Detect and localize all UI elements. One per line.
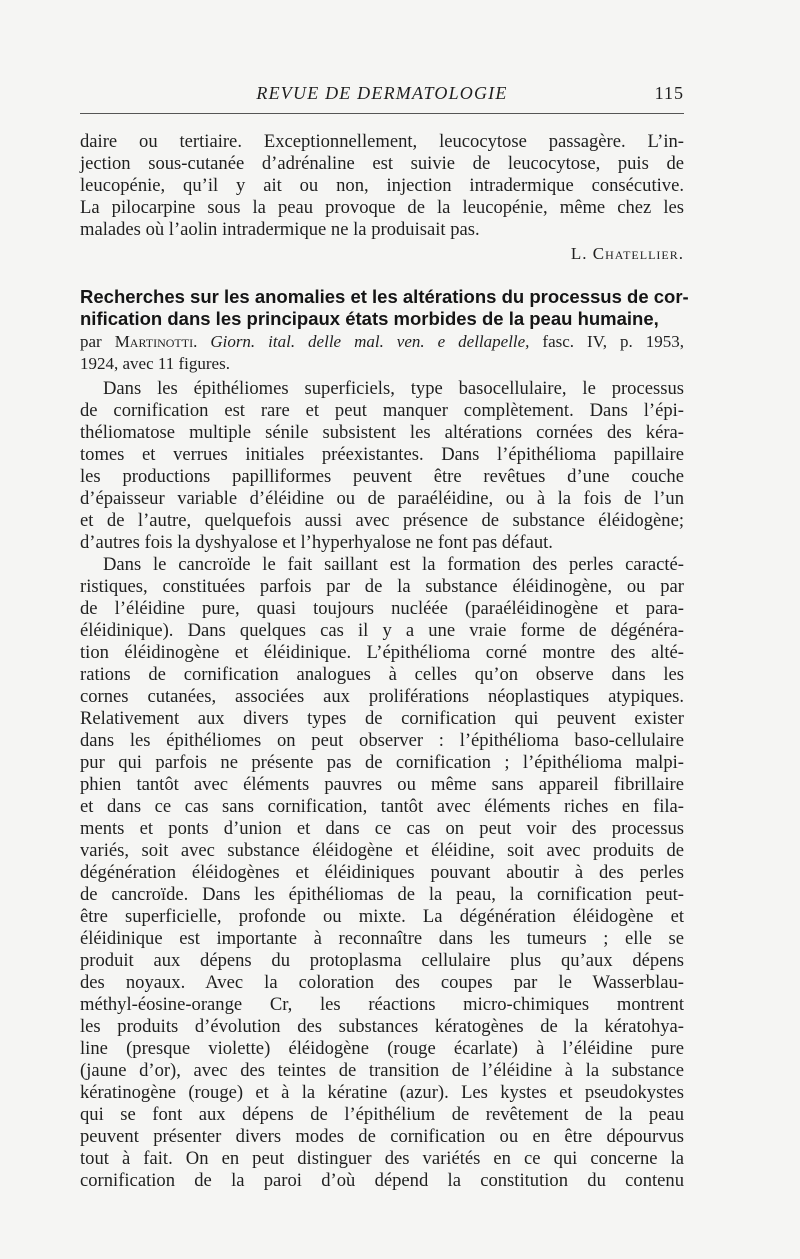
text-line: phien tantôt avec éléments pauvres ou même sans appareil fibrillaire xyxy=(80,774,684,795)
text-line: cornification de la paroi d’où dépend la constitution du contenu xyxy=(80,1170,684,1191)
text-line: de cancroïde. Dans les épithéliomas de la peau, la cornification peut- xyxy=(80,884,684,905)
text-line: tomes et verrues initiales préexistantes. Dans l’épithélioma papillaire xyxy=(80,444,684,465)
page-header xyxy=(80,83,684,107)
text-line: ristiques, constituées parfois par de la substance éléidinogène, ou par xyxy=(80,576,684,597)
text-line: malades où l’aolin intradermique ne la produisait pas. xyxy=(80,219,480,240)
text-line: ments et ponts d’union et dans ce cas on peut voir des processus xyxy=(80,818,684,839)
article-title-line: Recherches sur les anomalies et les altérations du processus de cor- xyxy=(80,286,689,307)
text-line: peuvent présenter divers modes de cornification ou en être dépourvus xyxy=(80,1126,684,1147)
text-line: produit aux dépens du protoplasma cellulaire plus qu’aux dépens xyxy=(80,950,684,971)
citation-author: Martinotti xyxy=(114,332,194,351)
text-line: pur qui parfois ne présente pas de cornification ; l’épithélioma malpi- xyxy=(80,752,684,773)
text-line: et dans ce cas sans cornification, tantôt avec éléments riches en fila- xyxy=(80,796,684,817)
running-title: REVUE DE DERMATOLOGIE xyxy=(256,83,508,103)
text-line: les produits d’évolution des substances kératogènes de la kératohya- xyxy=(80,1016,684,1037)
text-line: tout à fait. On en peut distinguer des variétés en ce qui concerne la xyxy=(80,1148,684,1169)
text-line: (jaune d’or), avec des teintes de transition de l’éléidine à la substance xyxy=(80,1060,684,1081)
text-line: être superficielle, profonde ou mixte. La dégénération éléidogène et xyxy=(80,906,684,927)
citation-line: par Martinotti. Giorn. ital. delle mal. ven. e dellapelle, fasc. IV, p. 1953, xyxy=(80,332,684,351)
text-line: leucopénie, qu’il y ait ou non, injection intradermique consécutive. xyxy=(80,175,684,196)
citation-prefix: par xyxy=(80,332,115,351)
text-line: La pilocarpine sous la peau provoque de la leucopénie, même chez les xyxy=(80,197,684,218)
text-line: kératinogène (rouge) et à la kératine (azur). Les kystes et pseudokystes xyxy=(80,1082,684,1103)
text-line: line (presque violette) éléidogène (rouge écarlate) à l’éléidine pure xyxy=(80,1038,684,1059)
text-line: daire ou tertiaire. Exceptionnellement, leucocytose passagère. L’in- xyxy=(80,131,684,152)
text-line: jection sous-cutanée d’adrénaline est suivie de leucocytose, puis de xyxy=(80,153,684,174)
text-line: cornes cutanées, associées aux proliférations néoplastiques atypiques. xyxy=(80,686,684,707)
article-title-line: nification dans les principaux états morbides de la peau humaine, xyxy=(80,308,659,329)
text-line: Dans les épithéliomes superficiels, type basocellulaire, le processus xyxy=(103,378,684,399)
text-line: de l’éléidine pure, quasi toujours nucléée (paraéléidinogène et para- xyxy=(80,598,684,619)
text-line: variés, soit avec substance éléidogène et éléidine, soit avec produits de xyxy=(80,840,684,861)
text-line: d’autres fois la dyshyalose et l’hyperhyalose ne font pas défaut. xyxy=(80,532,553,553)
text-line: rations de cornification analogues à celles qu’on observe dans les xyxy=(80,664,684,685)
header-rule xyxy=(80,113,684,114)
text-line: qui se font aux dépens de l’épithélium de revêtement de la peau xyxy=(80,1104,684,1125)
text-line: les productions papilliformes peuvent être revêtues d’une couche xyxy=(80,466,684,487)
citation-line-2: 1924, avec 11 figures. xyxy=(80,354,230,373)
text-line: et de l’autre, quelquefois aussi avec présence de substance éléidogène; xyxy=(80,510,684,531)
text-line: des noyaux. Avec la coloration des coupes par le Wasserblau- xyxy=(80,972,684,993)
text-line: éléidinique est importante à reconnaître dans les tumeurs ; elle se xyxy=(80,928,684,949)
citation-journal: Giorn. ital. delle mal. ven. e dellapelle, xyxy=(210,332,530,351)
text-line: Relativement aux divers types de cornification qui peuvent exister xyxy=(80,708,684,729)
text-line: théliomatose multiple sénile subsistent les altérations cornées des kéra- xyxy=(80,422,684,443)
text-line: éléidinique). Dans quelques cas il y a une vraie forme de dégénéra- xyxy=(80,620,684,641)
text-line: tion éléidinogène et éléidinique. L’épithélioma corné montre des alté- xyxy=(80,642,684,663)
text-line: dans les épithéliomes on peut observer : l’épithélioma baso-cellulaire xyxy=(80,730,684,751)
page-number: 115 xyxy=(654,83,684,103)
text-line: dégénération éléidogènes et éléidiniques pouvant aboutir à des perles xyxy=(80,862,684,883)
review-signature: L. Chatellier. xyxy=(570,244,684,263)
text-line: Dans le cancroïde le fait saillant est la formation des perles caracté- xyxy=(103,554,684,575)
citation-details: fasc. IV, p. 1953, xyxy=(529,332,684,351)
text-line: de cornification est rare et peut manquer complètement. Dans l’épi- xyxy=(80,400,684,421)
text-line: méthyl-éosine-orange Cr, les réactions micro-chimiques montrent xyxy=(80,994,684,1015)
text-line: d’épaisseur variable d’éléidine ou de paraéléidine, ou à la fois de l’un xyxy=(80,488,684,509)
